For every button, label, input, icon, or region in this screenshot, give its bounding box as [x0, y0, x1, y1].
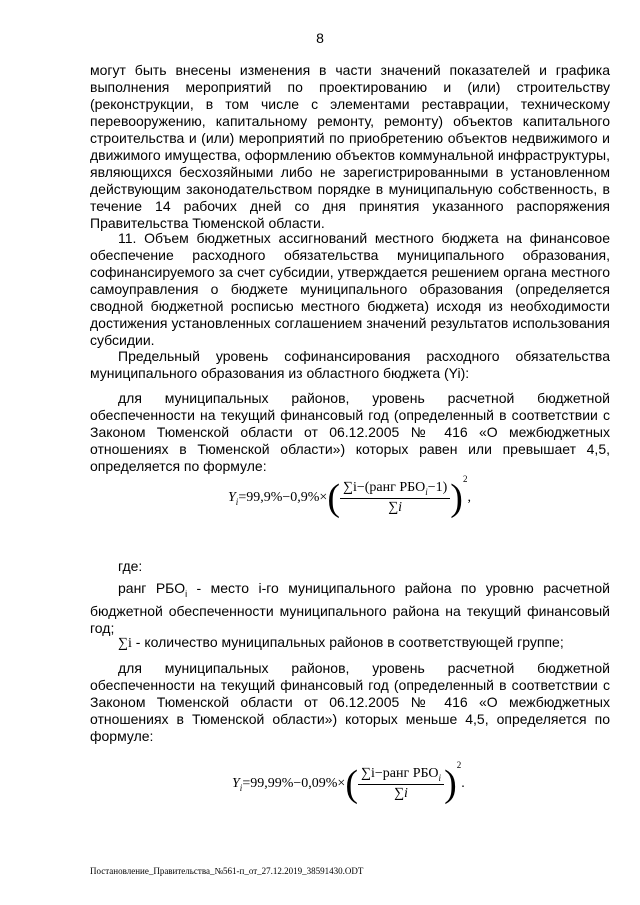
paragraph-rank-definition: ранг $РБО_i$ - место i-го муниципального района по уровню расчетной бюджетной обеспеченности муниципального района на текущий финансовый год; [90, 580, 610, 636]
document-footer: Постановление_Правительства_№561-п_от_27.12.2019_38591430.ODT [90, 866, 364, 876]
paragraph-11: 11. Объем бюджетных ассигнований местного бюджета на финансовое обеспечение расходного обязательства муниципального образования, софинансируемого за счет субсидии, утверждается решением органа местного самоуправления о бюджете муниципального образования (определяется сводной бюджетной росписью местного бюджета) исходя из необходимости достижения установленных соглашением значений результатов использования субсидии. [90, 230, 610, 348]
formula-1: $Y_i=99,9\%-0,9\%\times$( $\frac{\sum i-(ранг РБО_i-1)}{\sum i}$ )$^2$, [228, 474, 471, 519]
paragraph-rule-above: для муниципальных районов, уровень расчетной бюджетной обеспеченности на текущий финансовый год (определенный в соответствии с Законом Тюменской области от 06.12.2005 № 416 «О межбюджетных отношениях в Тюменской области») которых равен или превышает 4,5, определяется по формуле: [90, 390, 610, 474]
page-number: 8 [316, 30, 324, 46]
paragraph-rule-below: для муниципальных районов, уровень расчетной бюджетной обеспеченности на текущий финансовый год (определенный в соответствии с Законом Тюменской области от 06.12.2005 № 416 «О межбюджетных отношениях в Тюменской области») которых меньше 4,5, определяется по формуле: [90, 660, 610, 744]
paragraph-1: могут быть внесены изменения в части значений показателей и графика выполнения мероприятий по проектированию и (или) строительству (реконструкции, в том числе с элементами реставрации, техническому перевооружению, капитальному ремонту, ремонту) объектов капитального строительства и (или) мероприятий по приобретению объектов недвижимого и движимого имущества, оформлению объектов коммунальной инфраструктуры, являющихся бесхозяйными либо не зарегистрированными в установленном действующим законодательством порядке в муниципальную собственность, в течение 14 рабочих дней со дня принятия указанного распоряжения Правительства Тюменской области. [90, 62, 610, 231]
formula-2: $Y_i=99,99\%-0,09\%\times$( $\frac{\sum i-ранг РБО_i}{\sum i}$ )$^2$. [232, 760, 465, 805]
paragraph-sum-definition: ∑i - количество муниципальных районов в соответствующей группе; [118, 634, 564, 651]
paragraph-cofinancing-level: Предельный уровень софинансирования расходного обязательства муниципального образования из областного бюджета (Yi): [90, 348, 610, 381]
paragraph-where: где: [118, 558, 143, 574]
